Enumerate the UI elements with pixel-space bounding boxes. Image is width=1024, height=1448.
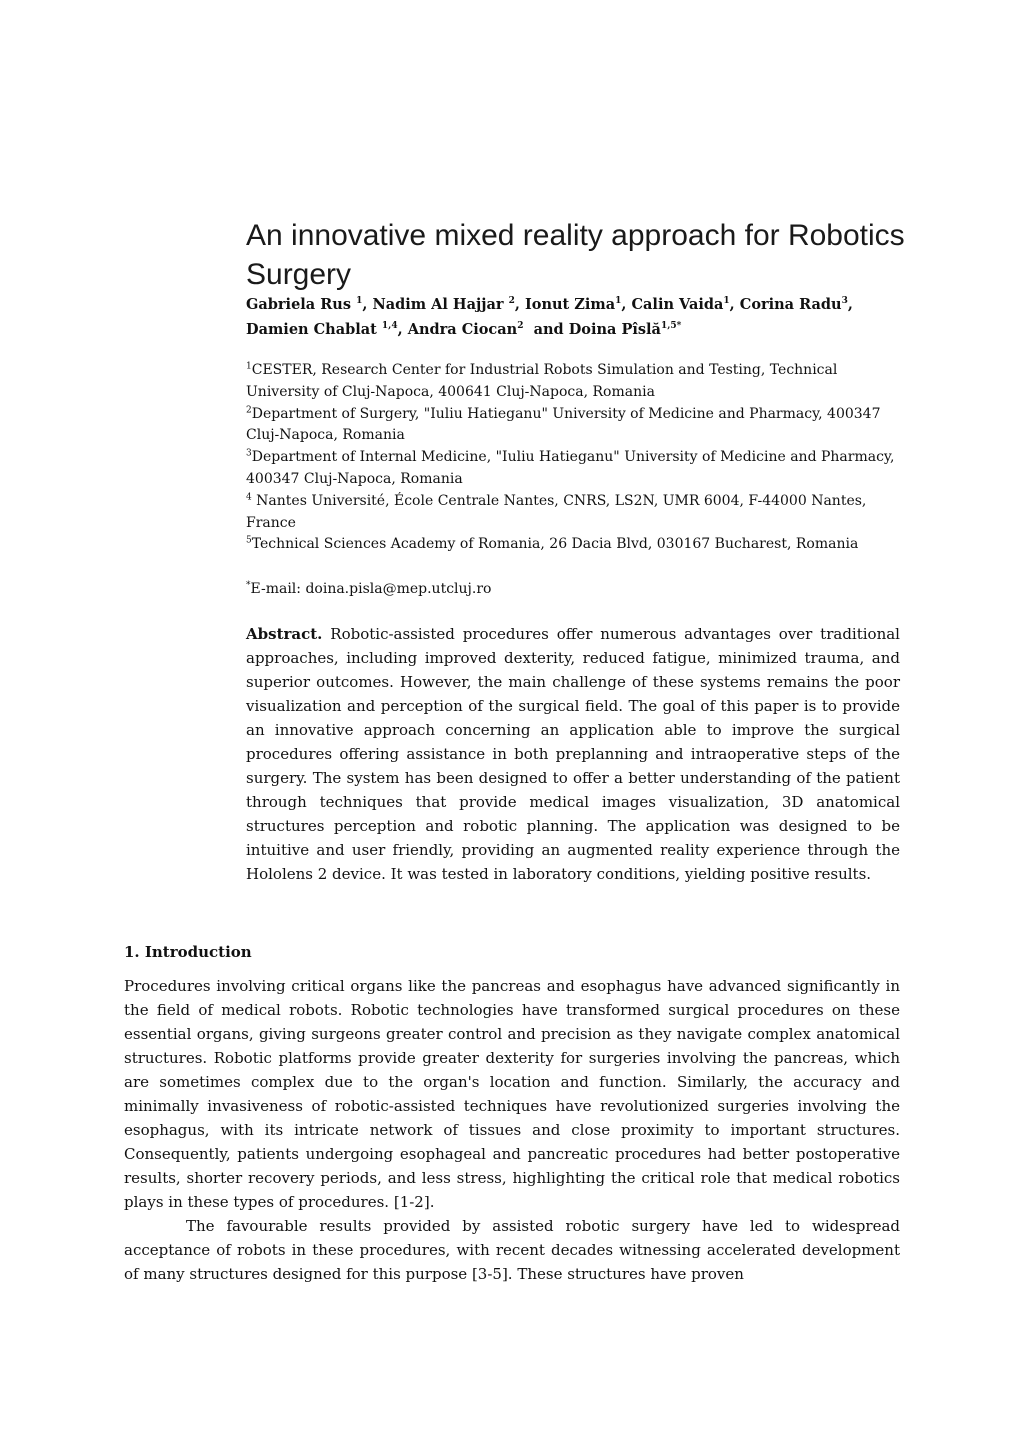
abstract-label: Abstract. — [246, 625, 323, 643]
body-paragraph: The favourable results provided by assisted robotic surgery have led to widespread acceptance of robots in these procedures, with recent decades witnessing accelerated development of many structures designed for this purpose [3-5]. These structures have proven — [124, 1217, 900, 1283]
affiliation-text: Department of Surgery, "Iuliu Hatieganu" University of Medicine and Pharmacy, 400347 Cluj-Napoca, Romania — [246, 405, 881, 444]
author-affiliation-mark: 1,4 — [381, 321, 398, 332]
author-name: Andra Ciocan — [407, 321, 518, 338]
affiliation-list — [246, 360, 906, 556]
author-affiliation-mark: 3 — [841, 296, 848, 307]
affiliation-text: Nantes Université, École Centrale Nantes, CNRS, LS2N, UMR 6004, F-44000 Nantes, France — [246, 492, 867, 531]
affiliation-number: 3 — [246, 448, 252, 459]
affiliation-number: 2 — [246, 404, 252, 415]
affiliation-item — [246, 447, 906, 491]
paper-title: An innovative mixed reality approach for Robotics Surgery — [246, 219, 905, 292]
author-affiliation-mark: 1 — [723, 296, 730, 307]
affiliation-text: CESTER, Research Center for Industrial Robots Simulation and Testing, Technical University of Cluj-Napoca, 400641 Cluj-Napoca, Romania — [246, 362, 838, 400]
corresponding-email — [246, 578, 906, 600]
section-body — [124, 974, 900, 1286]
body-paragraph: Procedures involving critical organs like the pancreas and esophagus have advanced significantly in the field of medical robots. Robotic technologies have transformed surgical procedures on these essential organs, giving surgeons greater control and precision as they navigate complex anatomical structures. Robotic platforms provide greater dexterity for surgeries involving the pancreas, which are sometimes complex due to the organ's location and function. Similarly, the accuracy and minimally invasiveness of robotic-assisted techniques have revolutionized surgeries involving the esophagus, with its intricate network of tissues and close proximity to important structures. Consequently, patients undergoing esophageal and pancreatic procedures had better postoperative results, shorter recovery periods, and less stress, highlighting the critical role that medical robotics plays in these types of procedures. [1-2]. — [124, 977, 900, 1211]
abstract-text: Robotic-assisted procedures offer numerous advantages over traditional approaches, including improved dexterity, reduced fatigue, minimized trauma, and superior outcomes. However, the main challenge of these systems remains the poor visualization and perception of the surgical field. The goal of this paper is to provide an innovative approach concerning an application able to improve the surgical procedures offering assistance in both preplanning and intraoperative steps of the surgery. The system has been designed to offer a better understanding of the patient through techniques that provide medical images visualization, 3D anatomical structures perception and robotic planning. The application was designed to be intuitive and user friendly, providing an augmented reality experience through the Hololens 2 device. It was tested in laboratory conditions, yielding positive results. — [246, 625, 900, 883]
affiliation-item — [246, 360, 906, 404]
corresponding-mark: * — [246, 580, 251, 591]
author-name: Nadim Al Hajjar — [372, 296, 504, 313]
affiliation-item — [246, 491, 906, 535]
author-name: Calin Vaida — [631, 296, 724, 313]
author-name: Gabriela Rus — [246, 296, 351, 313]
author-list: Gabriela Rus $^1$, Nadim Al Hajjar $^2$, Ionut Zima$^1$, Calin Vaida$^1$, Corina Radu$^3$, Damien Chablat $^{1,4}$, Andra Ciocan$^2$ and Doina Pîslă$^{1,5*}$ — [246, 296, 853, 338]
author-name: Damien Chablat — [246, 321, 377, 338]
author-affiliation-mark: 1,5* — [660, 321, 682, 332]
author-affiliation-mark: 2 — [508, 296, 515, 307]
author-affiliation-mark: 1 — [615, 296, 622, 307]
affiliation-text: Technical Sciences Academy of Romania, 26 Dacia Blvd, 030167 Bucharest, Romania — [251, 536, 859, 553]
affiliation-text: Department of Internal Medicine, "Iuliu Hatieganu" University of Medicine and Pharmacy, 400347 Cluj-Napoca, Romania — [246, 449, 895, 487]
author-affiliation-mark: 1 — [356, 296, 363, 307]
affiliation-number: 5 — [246, 535, 252, 546]
abstract — [246, 622, 900, 886]
affiliation-item — [246, 534, 906, 556]
section-heading: 1. Introduction — [124, 943, 252, 961]
author-affiliation-mark: 2 — [517, 321, 524, 332]
author-name: Corina Radu — [739, 296, 842, 313]
affiliation-number: 1 — [246, 361, 252, 372]
author-name: Ionut Zima — [525, 296, 616, 313]
email-text: E-mail: doina.pisla@mep.utcluj.ro — [250, 581, 492, 597]
author-name: Doina Pîslă — [568, 321, 661, 338]
affiliation-number: 4 — [246, 492, 252, 503]
affiliation-item — [246, 404, 906, 448]
